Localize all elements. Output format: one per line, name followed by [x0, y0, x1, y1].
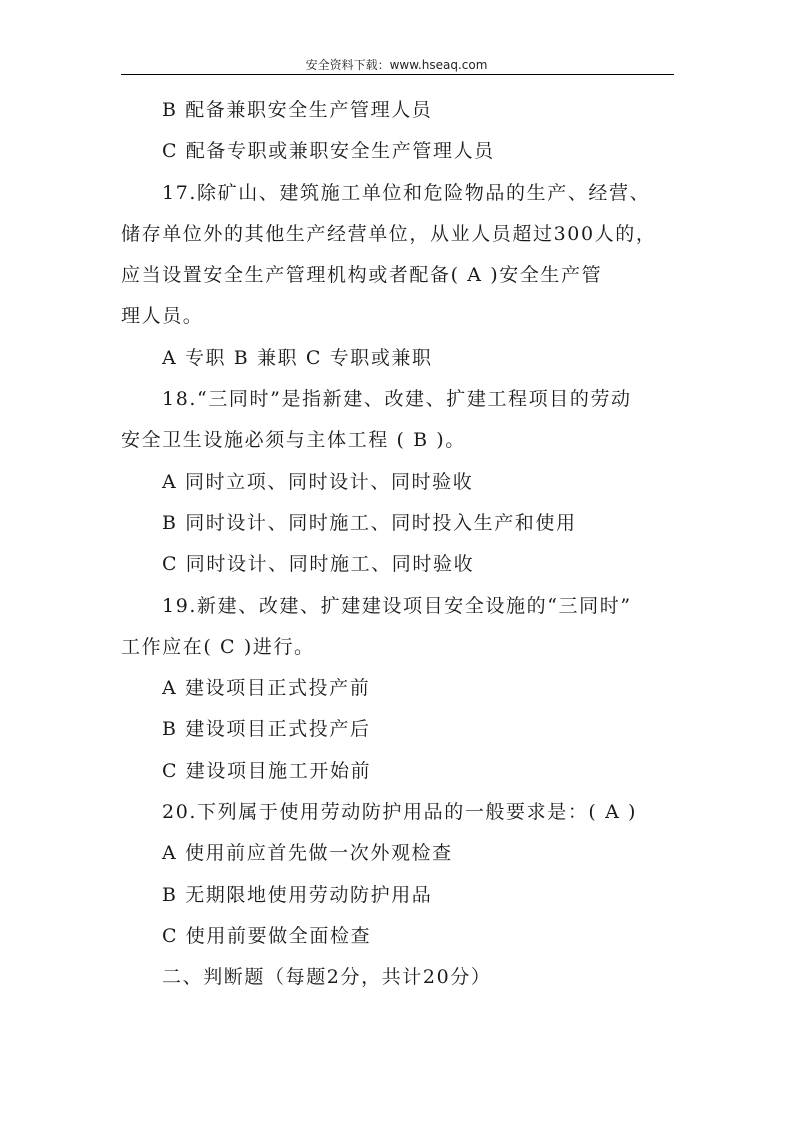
option-line: A 使用前应首先做一次外观检查: [162, 842, 453, 865]
question-20-line-1: 20.下列属于使用劳动防护用品的一般要求是：( A ): [162, 801, 638, 824]
option-line: B 建设项目正式投产后: [162, 718, 371, 741]
option-line: C 同时设计、同时施工、同时验收: [162, 553, 475, 576]
section-heading: 二、判断题（每题2分，共计20分）: [162, 966, 492, 989]
option-line: C 配备专职或兼职安全生产管理人员: [162, 140, 495, 163]
header-divider: [121, 74, 674, 75]
option-line: A 建设项目正式投产前: [162, 677, 371, 700]
question-17-line-1: 17.除矿山、建筑施工单位和危险物品的生产、经营、: [162, 181, 651, 204]
option-line: C 建设项目施工开始前: [162, 759, 372, 782]
option-line: C 使用前要做全面检查: [162, 924, 372, 947]
question-17-line-2: 储存单位外的其他生产经营单位，从业人员超过300人的，: [121, 222, 657, 245]
question-18-line-1: 18.“三同时”是指新建、改建、扩建工程项目的劳动: [162, 388, 632, 411]
question-19-line-2: 工作应在( C )进行。: [121, 635, 315, 658]
question-19-line-1: 19.新建、改建、扩建建设项目安全设施的“三同时”: [162, 594, 632, 617]
option-line: A 同时立项、同时设计、同时验收: [162, 470, 474, 493]
question-content: [121, 90, 674, 999]
option-line: B 同时设计、同时施工、同时投入生产和使用: [162, 511, 577, 534]
option-line: B 无期限地使用劳动防护用品: [162, 883, 433, 906]
page-header: 安全资料下载：www.hseaq.com: [305, 58, 488, 72]
option-line: A 专职 B 兼职 C 专职或兼职: [162, 346, 433, 369]
question-17-line-3: 应当设置安全生产管理机构或者配备( A )安全生产管: [121, 264, 603, 287]
question-17-line-4: 理人员。: [121, 305, 204, 328]
option-line: B 配备兼职安全生产管理人员: [162, 99, 433, 121]
question-18-line-2: 安全卫生设施必须与主体工程 ( B )。: [121, 429, 466, 452]
